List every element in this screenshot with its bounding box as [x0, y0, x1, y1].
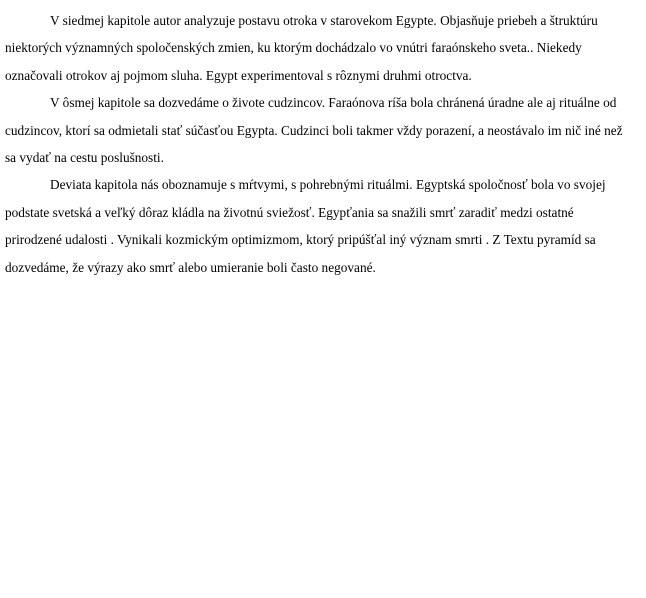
- paragraph-chapter-nine: Deviata kapitola nás oboznamuje s mŕtvymi, s pohrebnými rituálmi. Egyptská spoločnosť bola vo svojej podstate svetská a veľký dôraz kládla na životnú sviežosť. Egypťania sa snažili smrť zaradiť medzi ostatné prirodzené udalosti . Vynikali kozmickým optimizmom, ktorý pripúšťal iný význam smrti . Z Textu pyramíd sa dozvedáme, že výrazy ako smrť alebo umieranie boli často negované.: [5, 177, 606, 275]
- paragraph-chapter-seven: V siedmej kapitole autor analyzuje postavu otroka v starovekom Egypte. Objasňuje priebeh a štruktúru niektorých významných spoločenských zmien, ku ktorým dochádzalo vo vnútri faraónskeho sveta.. Niekedy označovali otrokov aj pojmom sluha. Egypt experimentoval s rôznymi druhmi otroctva.: [5, 13, 598, 83]
- paragraph-chapter-eight: V ôsmej kapitole sa dozvedáme o živote cudzincov. Faraónova ríša bola chránená úradne ale aj rituálne od cudzincov, ktorí sa odmietali stať súčasťou Egypta. Cudzinci boli takmer vždy porazení, a neostávalo im nič iné než sa vydať na cestu poslušnosti.: [5, 95, 623, 166]
- document-body: [5, 7, 625, 281]
